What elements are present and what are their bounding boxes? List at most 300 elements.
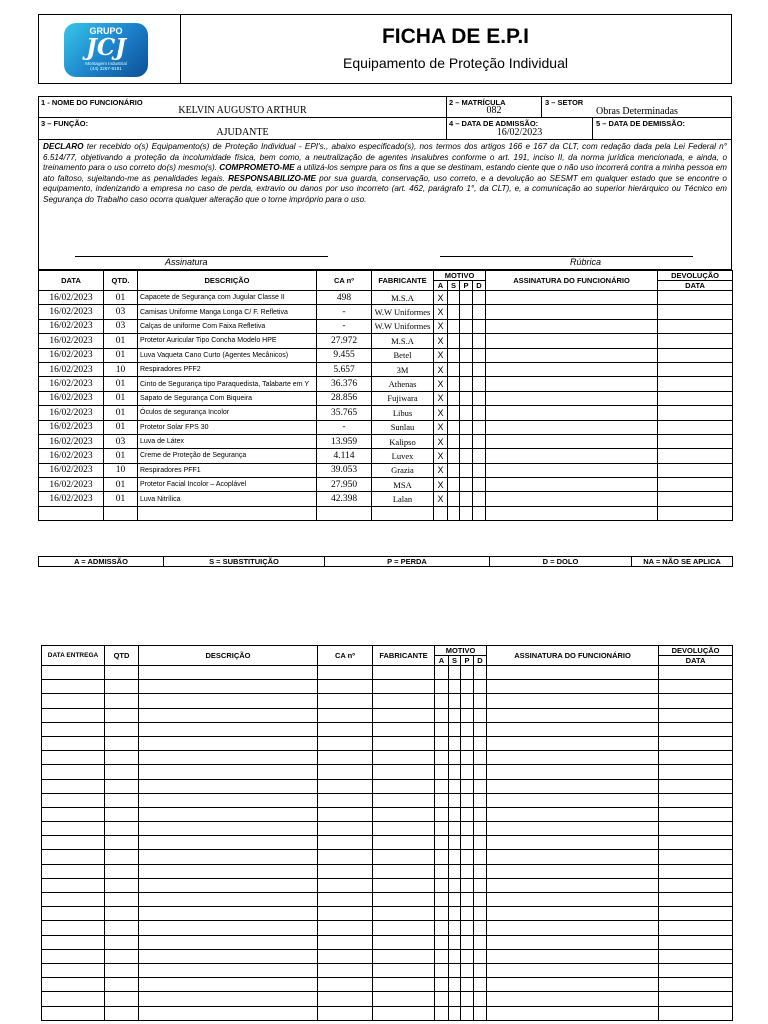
blank-cell[interactable]: [487, 722, 659, 736]
blank-cell[interactable]: [659, 694, 733, 708]
blank-cell[interactable]: [449, 765, 461, 779]
blank-cell[interactable]: [105, 978, 139, 992]
blank-cell[interactable]: [42, 666, 105, 680]
blank-cell[interactable]: [435, 864, 449, 878]
blank-cell[interactable]: [487, 949, 659, 963]
blank-cell[interactable]: [449, 907, 461, 921]
blank-cell[interactable]: [474, 736, 487, 750]
cell-devolucao[interactable]: [658, 434, 733, 448]
blank-cell[interactable]: [461, 708, 474, 722]
cell-devolucao[interactable]: [658, 449, 733, 463]
blank-cell[interactable]: [42, 850, 105, 864]
blank-cell[interactable]: [318, 907, 373, 921]
cell-assinatura[interactable]: [486, 506, 658, 520]
blank-cell[interactable]: [449, 694, 461, 708]
blank-cell[interactable]: [449, 708, 461, 722]
blank-cell[interactable]: [139, 807, 318, 821]
blank-cell[interactable]: [42, 907, 105, 921]
blank-cell[interactable]: [105, 666, 139, 680]
blank-cell[interactable]: [659, 751, 733, 765]
blank-cell[interactable]: [318, 949, 373, 963]
blank-cell[interactable]: [461, 907, 474, 921]
blank-cell[interactable]: [487, 836, 659, 850]
blank-cell[interactable]: [139, 893, 318, 907]
blank-cell[interactable]: [42, 921, 105, 935]
blank-cell[interactable]: [105, 793, 139, 807]
blank-cell[interactable]: [474, 694, 487, 708]
blank-cell[interactable]: [373, 963, 435, 977]
cell-assinatura[interactable]: [486, 434, 658, 448]
blank-cell[interactable]: [139, 992, 318, 1006]
blank-cell[interactable]: [659, 878, 733, 892]
blank-cell[interactable]: [139, 822, 318, 836]
blank-cell[interactable]: [318, 921, 373, 935]
blank-cell[interactable]: [139, 708, 318, 722]
blank-cell[interactable]: [449, 949, 461, 963]
blank-cell[interactable]: [42, 864, 105, 878]
blank-cell[interactable]: [487, 807, 659, 821]
blank-cell[interactable]: [105, 736, 139, 750]
blank-cell[interactable]: [461, 822, 474, 836]
blank-cell[interactable]: [461, 978, 474, 992]
blank-cell[interactable]: [435, 850, 449, 864]
blank-cell[interactable]: [461, 779, 474, 793]
cell-devolucao[interactable]: [658, 305, 733, 319]
blank-cell[interactable]: [42, 708, 105, 722]
blank-cell[interactable]: [435, 992, 449, 1006]
blank-cell[interactable]: [435, 793, 449, 807]
blank-cell[interactable]: [373, 878, 435, 892]
blank-cell[interactable]: [42, 978, 105, 992]
blank-cell[interactable]: [659, 907, 733, 921]
blank-cell[interactable]: [474, 893, 487, 907]
blank-cell[interactable]: [435, 921, 449, 935]
blank-cell[interactable]: [659, 963, 733, 977]
blank-cell[interactable]: [139, 722, 318, 736]
blank-cell[interactable]: [449, 793, 461, 807]
blank-cell[interactable]: [449, 1006, 461, 1020]
blank-cell[interactable]: [659, 722, 733, 736]
cell-devolucao[interactable]: [658, 391, 733, 405]
blank-cell[interactable]: [659, 666, 733, 680]
cell-assinatura[interactable]: [486, 391, 658, 405]
blank-cell[interactable]: [373, 1006, 435, 1020]
blank-cell[interactable]: [373, 907, 435, 921]
blank-cell[interactable]: [474, 992, 487, 1006]
blank-cell[interactable]: [373, 779, 435, 793]
blank-cell[interactable]: [461, 878, 474, 892]
cell-assinatura[interactable]: [486, 319, 658, 333]
blank-cell[interactable]: [318, 722, 373, 736]
blank-cell[interactable]: [461, 850, 474, 864]
blank-cell[interactable]: [461, 949, 474, 963]
blank-cell[interactable]: [105, 992, 139, 1006]
blank-cell[interactable]: [449, 836, 461, 850]
blank-cell[interactable]: [139, 864, 318, 878]
cell-assinatura[interactable]: [486, 291, 658, 305]
blank-cell[interactable]: [139, 736, 318, 750]
blank-cell[interactable]: [487, 921, 659, 935]
blank-cell[interactable]: [474, 864, 487, 878]
blank-cell[interactable]: [474, 836, 487, 850]
blank-cell[interactable]: [139, 765, 318, 779]
blank-cell[interactable]: [373, 836, 435, 850]
blank-cell[interactable]: [105, 765, 139, 779]
blank-cell[interactable]: [435, 680, 449, 694]
cell-devolucao[interactable]: [658, 291, 733, 305]
blank-cell[interactable]: [449, 921, 461, 935]
blank-cell[interactable]: [139, 751, 318, 765]
blank-cell[interactable]: [659, 836, 733, 850]
blank-cell[interactable]: [474, 978, 487, 992]
blank-cell[interactable]: [373, 992, 435, 1006]
blank-cell[interactable]: [373, 793, 435, 807]
cell-devolucao[interactable]: [658, 406, 733, 420]
blank-cell[interactable]: [318, 893, 373, 907]
blank-cell[interactable]: [474, 1006, 487, 1020]
blank-cell[interactable]: [42, 793, 105, 807]
blank-cell[interactable]: [659, 864, 733, 878]
blank-cell[interactable]: [659, 893, 733, 907]
blank-cell[interactable]: [474, 751, 487, 765]
blank-cell[interactable]: [105, 779, 139, 793]
blank-cell[interactable]: [42, 680, 105, 694]
blank-cell[interactable]: [373, 921, 435, 935]
blank-cell[interactable]: [42, 694, 105, 708]
blank-cell[interactable]: [659, 736, 733, 750]
blank-cell[interactable]: [318, 1006, 373, 1020]
blank-cell[interactable]: [373, 850, 435, 864]
blank-cell[interactable]: [105, 836, 139, 850]
cell-devolucao[interactable]: [658, 334, 733, 348]
blank-cell[interactable]: [139, 666, 318, 680]
blank-cell[interactable]: [461, 836, 474, 850]
blank-cell[interactable]: [373, 666, 435, 680]
blank-cell[interactable]: [474, 708, 487, 722]
blank-cell[interactable]: [373, 736, 435, 750]
blank-cell[interactable]: [318, 708, 373, 722]
blank-cell[interactable]: [435, 694, 449, 708]
blank-cell[interactable]: [42, 765, 105, 779]
blank-cell[interactable]: [42, 949, 105, 963]
blank-cell[interactable]: [105, 907, 139, 921]
blank-cell[interactable]: [42, 751, 105, 765]
blank-cell[interactable]: [487, 907, 659, 921]
blank-cell[interactable]: [449, 992, 461, 1006]
blank-cell[interactable]: [474, 666, 487, 680]
blank-cell[interactable]: [435, 765, 449, 779]
blank-cell[interactable]: [318, 850, 373, 864]
blank-cell[interactable]: [487, 978, 659, 992]
cell-devolucao[interactable]: [658, 506, 733, 520]
blank-cell[interactable]: [435, 666, 449, 680]
blank-cell[interactable]: [474, 949, 487, 963]
blank-cell[interactable]: [435, 736, 449, 750]
blank-cell[interactable]: [474, 807, 487, 821]
cell-assinatura[interactable]: [486, 305, 658, 319]
blank-cell[interactable]: [435, 708, 449, 722]
cell-devolucao[interactable]: [658, 377, 733, 391]
cell-assinatura[interactable]: [486, 334, 658, 348]
blank-cell[interactable]: [461, 694, 474, 708]
blank-cell[interactable]: [474, 779, 487, 793]
blank-cell[interactable]: [105, 722, 139, 736]
blank-cell[interactable]: [373, 751, 435, 765]
blank-cell[interactable]: [449, 935, 461, 949]
blank-cell[interactable]: [449, 893, 461, 907]
blank-cell[interactable]: [659, 921, 733, 935]
blank-cell[interactable]: [139, 935, 318, 949]
blank-cell[interactable]: [487, 850, 659, 864]
blank-cell[interactable]: [373, 680, 435, 694]
blank-cell[interactable]: [487, 793, 659, 807]
blank-cell[interactable]: [474, 878, 487, 892]
cell-devolucao[interactable]: [658, 319, 733, 333]
blank-cell[interactable]: [461, 921, 474, 935]
blank-cell[interactable]: [318, 978, 373, 992]
blank-cell[interactable]: [373, 935, 435, 949]
blank-cell[interactable]: [449, 878, 461, 892]
blank-cell[interactable]: [139, 878, 318, 892]
blank-cell[interactable]: [449, 822, 461, 836]
blank-cell[interactable]: [318, 694, 373, 708]
blank-cell[interactable]: [105, 935, 139, 949]
blank-cell[interactable]: [449, 736, 461, 750]
blank-cell[interactable]: [139, 694, 318, 708]
blank-cell[interactable]: [474, 935, 487, 949]
blank-cell[interactable]: [474, 921, 487, 935]
blank-cell[interactable]: [659, 779, 733, 793]
blank-cell[interactable]: [449, 666, 461, 680]
blank-cell[interactable]: [373, 822, 435, 836]
blank-cell[interactable]: [659, 978, 733, 992]
blank-cell[interactable]: [105, 694, 139, 708]
blank-cell[interactable]: [449, 963, 461, 977]
blank-cell[interactable]: [318, 935, 373, 949]
blank-cell[interactable]: [105, 963, 139, 977]
cell-assinatura[interactable]: [486, 420, 658, 434]
blank-cell[interactable]: [373, 949, 435, 963]
blank-cell[interactable]: [318, 992, 373, 1006]
cell-devolucao[interactable]: [658, 362, 733, 376]
blank-cell[interactable]: [659, 765, 733, 779]
blank-cell[interactable]: [435, 878, 449, 892]
blank-cell[interactable]: [461, 666, 474, 680]
blank-cell[interactable]: [373, 893, 435, 907]
blank-cell[interactable]: [42, 836, 105, 850]
blank-cell[interactable]: [105, 708, 139, 722]
blank-cell[interactable]: [487, 822, 659, 836]
blank-cell[interactable]: [435, 807, 449, 821]
blank-cell[interactable]: [42, 1006, 105, 1020]
cell-assinatura[interactable]: [486, 449, 658, 463]
blank-cell[interactable]: [461, 963, 474, 977]
blank-cell[interactable]: [461, 807, 474, 821]
blank-cell[interactable]: [139, 836, 318, 850]
blank-cell[interactable]: [139, 907, 318, 921]
blank-cell[interactable]: [42, 935, 105, 949]
blank-cell[interactable]: [449, 751, 461, 765]
blank-cell[interactable]: [487, 680, 659, 694]
blank-cell[interactable]: [435, 978, 449, 992]
blank-cell[interactable]: [318, 765, 373, 779]
blank-cell[interactable]: [474, 793, 487, 807]
cell-devolucao[interactable]: [658, 463, 733, 477]
blank-cell[interactable]: [435, 907, 449, 921]
blank-cell[interactable]: [318, 864, 373, 878]
blank-cell[interactable]: [461, 765, 474, 779]
blank-cell[interactable]: [461, 893, 474, 907]
blank-cell[interactable]: [461, 722, 474, 736]
blank-cell[interactable]: [105, 893, 139, 907]
blank-cell[interactable]: [318, 666, 373, 680]
blank-cell[interactable]: [474, 765, 487, 779]
blank-cell[interactable]: [487, 992, 659, 1006]
blank-cell[interactable]: [487, 736, 659, 750]
blank-cell[interactable]: [105, 850, 139, 864]
blank-cell[interactable]: [105, 1006, 139, 1020]
blank-cell[interactable]: [105, 921, 139, 935]
blank-cell[interactable]: [139, 850, 318, 864]
blank-cell[interactable]: [487, 708, 659, 722]
blank-cell[interactable]: [105, 864, 139, 878]
blank-cell[interactable]: [139, 779, 318, 793]
blank-cell[interactable]: [373, 864, 435, 878]
blank-cell[interactable]: [318, 836, 373, 850]
blank-cell[interactable]: [42, 807, 105, 821]
blank-cell[interactable]: [318, 751, 373, 765]
blank-cell[interactable]: [449, 807, 461, 821]
blank-cell[interactable]: [487, 666, 659, 680]
cell-devolucao[interactable]: [658, 348, 733, 362]
blank-cell[interactable]: [373, 722, 435, 736]
cell-devolucao[interactable]: [658, 492, 733, 506]
blank-cell[interactable]: [449, 864, 461, 878]
blank-cell[interactable]: [461, 935, 474, 949]
blank-cell[interactable]: [318, 736, 373, 750]
blank-cell[interactable]: [105, 751, 139, 765]
cell-assinatura[interactable]: [486, 478, 658, 492]
blank-cell[interactable]: [373, 708, 435, 722]
blank-cell[interactable]: [318, 822, 373, 836]
blank-cell[interactable]: [659, 680, 733, 694]
blank-cell[interactable]: [105, 822, 139, 836]
blank-cell[interactable]: [449, 978, 461, 992]
blank-cell[interactable]: [449, 722, 461, 736]
blank-cell[interactable]: [318, 878, 373, 892]
blank-cell[interactable]: [659, 850, 733, 864]
blank-cell[interactable]: [435, 836, 449, 850]
cell-assinatura[interactable]: [486, 377, 658, 391]
blank-cell[interactable]: [461, 680, 474, 694]
blank-cell[interactable]: [318, 779, 373, 793]
blank-cell[interactable]: [461, 793, 474, 807]
blank-cell[interactable]: [659, 807, 733, 821]
blank-cell[interactable]: [487, 751, 659, 765]
blank-cell[interactable]: [659, 708, 733, 722]
blank-cell[interactable]: [105, 807, 139, 821]
blank-cell[interactable]: [42, 822, 105, 836]
blank-cell[interactable]: [487, 779, 659, 793]
blank-cell[interactable]: [461, 1006, 474, 1020]
cell-assinatura[interactable]: [486, 348, 658, 362]
blank-cell[interactable]: [105, 949, 139, 963]
blank-cell[interactable]: [487, 935, 659, 949]
blank-cell[interactable]: [474, 722, 487, 736]
blank-cell[interactable]: [42, 779, 105, 793]
blank-cell[interactable]: [318, 680, 373, 694]
blank-cell[interactable]: [659, 992, 733, 1006]
blank-cell[interactable]: [474, 963, 487, 977]
blank-cell[interactable]: [373, 694, 435, 708]
blank-cell[interactable]: [487, 765, 659, 779]
cell-devolucao[interactable]: [658, 478, 733, 492]
blank-cell[interactable]: [435, 779, 449, 793]
blank-cell[interactable]: [487, 864, 659, 878]
blank-cell[interactable]: [318, 793, 373, 807]
blank-cell[interactable]: [373, 765, 435, 779]
blank-cell[interactable]: [461, 864, 474, 878]
cell-devolucao[interactable]: [658, 420, 733, 434]
blank-cell[interactable]: [474, 907, 487, 921]
blank-cell[interactable]: [318, 963, 373, 977]
blank-cell[interactable]: [139, 680, 318, 694]
blank-cell[interactable]: [42, 992, 105, 1006]
blank-cell[interactable]: [659, 793, 733, 807]
blank-cell[interactable]: [318, 807, 373, 821]
blank-cell[interactable]: [659, 822, 733, 836]
blank-cell[interactable]: [461, 992, 474, 1006]
blank-cell[interactable]: [42, 722, 105, 736]
blank-cell[interactable]: [42, 963, 105, 977]
blank-cell[interactable]: [105, 878, 139, 892]
blank-cell[interactable]: [474, 680, 487, 694]
blank-cell[interactable]: [435, 822, 449, 836]
blank-cell[interactable]: [435, 963, 449, 977]
cell-assinatura[interactable]: [486, 362, 658, 376]
blank-cell[interactable]: [435, 949, 449, 963]
blank-cell[interactable]: [373, 978, 435, 992]
blank-cell[interactable]: [449, 680, 461, 694]
blank-cell[interactable]: [487, 694, 659, 708]
blank-cell[interactable]: [659, 949, 733, 963]
cell-assinatura[interactable]: [486, 492, 658, 506]
blank-cell[interactable]: [449, 850, 461, 864]
blank-cell[interactable]: [105, 680, 139, 694]
blank-cell[interactable]: [42, 878, 105, 892]
cell-assinatura[interactable]: [486, 406, 658, 420]
blank-cell[interactable]: [435, 1006, 449, 1020]
blank-cell[interactable]: [435, 893, 449, 907]
blank-cell[interactable]: [373, 807, 435, 821]
blank-cell[interactable]: [139, 963, 318, 977]
blank-cell[interactable]: [435, 935, 449, 949]
blank-cell[interactable]: [139, 1006, 318, 1020]
blank-cell[interactable]: [435, 722, 449, 736]
blank-cell[interactable]: [449, 779, 461, 793]
blank-cell[interactable]: [474, 822, 487, 836]
blank-cell[interactable]: [659, 935, 733, 949]
blank-cell[interactable]: [487, 893, 659, 907]
blank-cell[interactable]: [461, 751, 474, 765]
blank-cell[interactable]: [42, 893, 105, 907]
blank-cell[interactable]: [487, 963, 659, 977]
blank-cell[interactable]: [461, 736, 474, 750]
blank-cell[interactable]: [435, 751, 449, 765]
blank-cell[interactable]: [139, 793, 318, 807]
blank-cell[interactable]: [139, 978, 318, 992]
blank-cell[interactable]: [139, 949, 318, 963]
